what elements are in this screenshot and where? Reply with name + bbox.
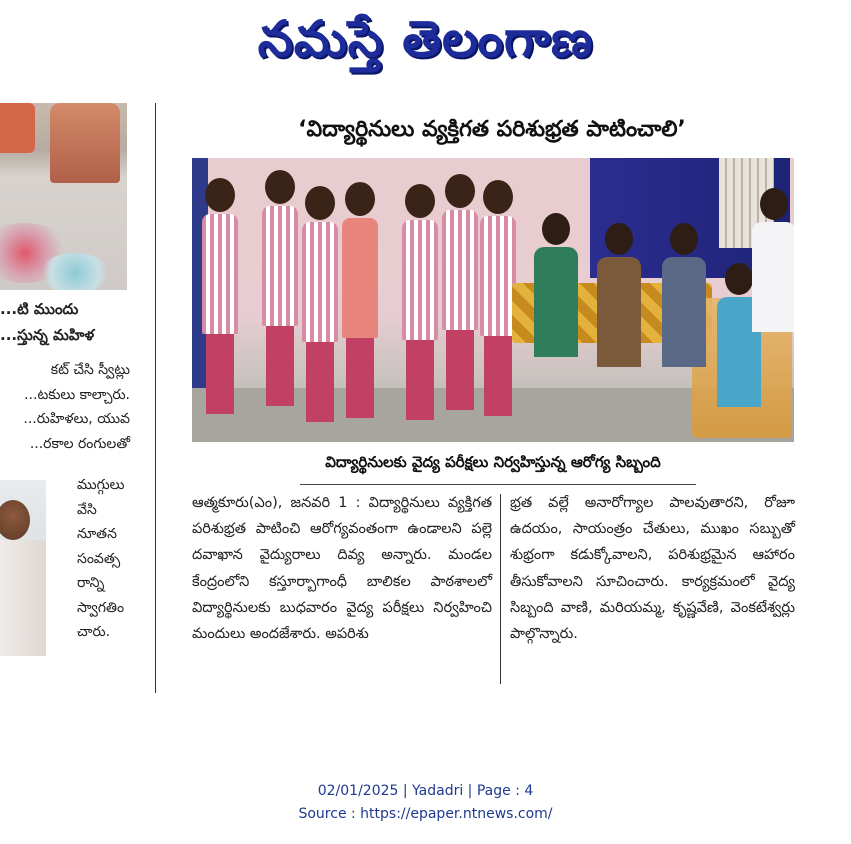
text-line: ...టకులు కాల్చారు. xyxy=(24,386,130,403)
caption-line: ...టి ముందు xyxy=(0,300,79,318)
column-divider xyxy=(155,103,156,693)
photo-caption: విద్యార్థినులకు వైద్య పరీక్షలు నిర్వహిస్తున్న ఆరోగ్య సిబ్బంది xyxy=(325,453,661,471)
portrait-shirt xyxy=(0,540,46,656)
staff-figure xyxy=(597,223,641,373)
text-line: ...రకాల రంగులతో xyxy=(29,435,130,452)
caption-underline xyxy=(300,484,696,485)
masthead xyxy=(0,4,851,74)
text-line: ముగ్గులు xyxy=(77,477,125,493)
newspaper-logo: నమస్తే తెలంగాణ xyxy=(257,10,594,68)
text-line: ...రుహిళలు, యువ xyxy=(23,411,130,427)
article-headline: ‘విద్యార్థినులు వ్యక్తిగత పరిశుభ్రత పాటించాలి’ xyxy=(298,117,686,142)
photo-figure xyxy=(0,103,35,153)
portrait-head xyxy=(0,500,30,540)
student-figure xyxy=(480,180,516,430)
student-figure xyxy=(262,170,298,420)
text-line: కట్ చేసి స్వీట్లు xyxy=(50,362,130,378)
student-figure xyxy=(342,182,378,432)
text-line: నూతన xyxy=(77,526,117,542)
student-figure xyxy=(442,174,478,424)
student-figure xyxy=(202,178,238,428)
left-article-text-wrap xyxy=(77,473,137,645)
caption-line: ...స్తున్న మహిళ xyxy=(0,326,95,344)
left-portrait-photo xyxy=(0,480,46,656)
photo-figure xyxy=(50,103,120,183)
column-divider xyxy=(500,494,501,684)
article-column-1 xyxy=(192,490,492,647)
doctor-figure xyxy=(534,213,578,363)
student-figure xyxy=(402,184,438,434)
text-line: చారు. xyxy=(77,624,111,640)
page-footer xyxy=(0,780,851,826)
text-line: వేసి xyxy=(77,501,97,518)
left-article-photo xyxy=(0,103,127,290)
text-line: సంవత్స xyxy=(77,550,121,567)
source-link[interactable]: Source : https://epaper.ntnews.com/ xyxy=(298,806,553,822)
article-paragraph: ఆత్మకూరు(ఎం), జనవరి 1 : విద్యార్థినులు వ్యక్తిగత పరిశుభ్రత పాటించి ఆరోగ్యవంతంగా ఉండాలని పల్లె దవాఖాన వైద్యురాలు దివ్య అన్నారు. మండల కేంద్రంలోని కస్తూర్బాగాంధీ బాలికల పాఠశాలలో విద్యార్థినులకు బుధవారం వైద్య పరీక్షలు నిర్వహించి మందులు అందజేశారు. అపరిశు xyxy=(192,495,492,643)
article-column-2 xyxy=(510,490,795,647)
student-figure xyxy=(302,186,338,436)
rangoli-shape xyxy=(40,253,110,290)
left-article-text xyxy=(0,358,130,456)
article-photo xyxy=(192,158,794,442)
left-photo-caption xyxy=(0,296,130,348)
nurse-figure xyxy=(752,188,794,338)
text-line: రాన్ని xyxy=(77,575,105,591)
staff-figure xyxy=(662,223,706,373)
edition-info: 02/01/2025 | Yadadri | Page : 4 xyxy=(317,783,534,799)
text-line: స్వాగతిం xyxy=(77,599,125,616)
article-paragraph: భ్రత వల్లే అనారోగ్యాల పాలవుతారని, రోజూ ఉదయం, సాయంత్రం చేతులు, ముఖం సబ్బుతో శుభ్రంగా కడుక్కోవాలని, పరిశుభ్రమైన ఆహారం తీసుకోవాలని సూచించారు. కార్యక్రమంలో వైద్య సిబ్బంది వాణి, మరియమ్మ, కృష్ణవేణి, వెంకటేశ్వర్లు పాల్గొన్నారు. xyxy=(510,495,795,643)
